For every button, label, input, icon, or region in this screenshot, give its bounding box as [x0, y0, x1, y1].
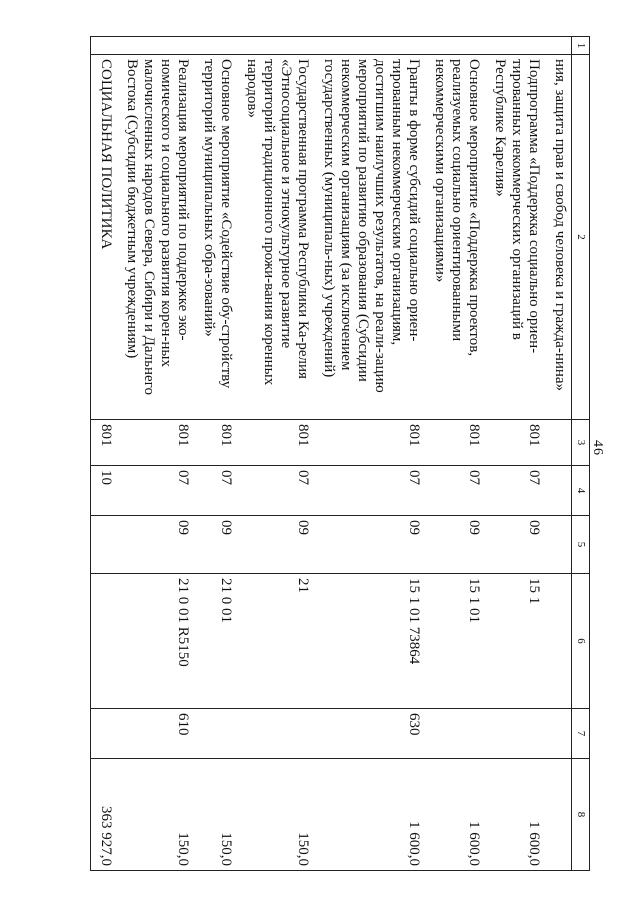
row-admin-code: 801: [117, 420, 194, 466]
row-number-cell: [425, 37, 485, 55]
row-section: 07: [314, 466, 425, 516]
budget-table: [90, 36, 590, 871]
row-subsection: 09: [117, 516, 194, 574]
row-number-cell: [545, 37, 572, 55]
row-subsection: 09: [194, 516, 237, 574]
header-col-3: 3: [572, 420, 590, 466]
row-number-cell: [485, 37, 545, 55]
table-row: [91, 37, 118, 871]
row-admin-code: 801: [91, 420, 118, 466]
row-target-article: 15 1 01 73864: [314, 574, 425, 709]
row-expense-type: [485, 709, 545, 759]
row-expense-type: [194, 709, 237, 759]
row-name: Подпрограмма «Поддержка социально ориен-тированных некоммерческих организаций в Республике Карелия»: [485, 55, 545, 420]
row-name: Основное мероприятие «Поддержка проектов, реализуемых социально ориентированными некоммерческими организациями»: [425, 55, 485, 420]
table-row: [545, 37, 572, 871]
page-number: 46: [590, 440, 605, 456]
row-expense-type: [237, 709, 314, 759]
row-admin-code: 801: [194, 420, 237, 466]
row-target-article: 21 0 01 R5150: [117, 574, 194, 709]
row-name: СОЦИАЛЬНАЯ ПОЛИТИКА: [91, 55, 118, 420]
header-col-8: 8: [572, 759, 590, 871]
row-amount: 363 927,0: [91, 759, 118, 871]
row-amount: 150,0: [237, 759, 314, 871]
row-subsection: 09: [485, 516, 545, 574]
row-expense-type: [545, 709, 572, 759]
header-row: [572, 37, 590, 871]
row-name: Гранты в форме субсидий социально ориен-тированным некоммерческим организациям, достигшим наилучших результатов, на реали-зацию мероприятий по развитию образования (Субсидии некоммерческим организациям (за исключением государственных (муниципаль-ных) учреждений): [314, 55, 425, 420]
table-row: [194, 37, 237, 871]
row-section: 07: [194, 466, 237, 516]
row-target-article: 21 0 01: [194, 574, 237, 709]
row-section: 07: [237, 466, 314, 516]
row-number-cell: [194, 37, 237, 55]
header-col-6: 6: [572, 574, 590, 709]
table-row: [425, 37, 485, 871]
table-row: [237, 37, 314, 871]
table-row: [117, 37, 194, 871]
header-col-7: 7: [572, 709, 590, 759]
row-subsection: 09: [237, 516, 314, 574]
row-amount: 1 600,0: [425, 759, 485, 871]
row-admin-code: 801: [237, 420, 314, 466]
row-admin-code: 801: [314, 420, 425, 466]
row-amount: 1 600,0: [314, 759, 425, 871]
row-name: Основное мероприятие «Содействие обу-стройству территорий муниципальных обра-зований»: [194, 55, 237, 420]
header-col-1: 1: [572, 37, 590, 55]
header-col-5: 5: [572, 516, 590, 574]
row-number-cell: [91, 37, 118, 55]
row-amount: 1 600,0: [485, 759, 545, 871]
row-subsection: 09: [314, 516, 425, 574]
row-expense-type: [91, 709, 118, 759]
row-amount: [545, 759, 572, 871]
row-number-cell: [117, 37, 194, 55]
row-expense-type: 610: [117, 709, 194, 759]
row-section: 10: [91, 466, 118, 516]
row-target-article: 15 1 01: [425, 574, 485, 709]
row-admin-code: 801: [425, 420, 485, 466]
header-col-2: 2: [572, 55, 590, 420]
row-amount: 150,0: [117, 759, 194, 871]
row-amount: 150,0: [194, 759, 237, 871]
row-target-article: [545, 574, 572, 709]
row-target-article: [91, 574, 118, 709]
row-name: ния, защита прав и свобод человека и гражда-нина»: [545, 55, 572, 420]
header-col-4: 4: [572, 466, 590, 516]
row-number-cell: [314, 37, 425, 55]
row-name: Государственная программа Республики Ка-релия «Этносоциальное и этнокультурное развитие территорий традиционного прожи-вания коренных народов»: [237, 55, 314, 420]
row-section: 07: [117, 466, 194, 516]
table-row: [314, 37, 425, 871]
row-expense-type: [425, 709, 485, 759]
row-admin-code: 801: [485, 420, 545, 466]
row-section: 07: [485, 466, 545, 516]
table-row: [485, 37, 545, 871]
row-expense-type: 630: [314, 709, 425, 759]
row-name: Реализация мероприятий по поддержке эко-номического и социального развития корен-ных малочисленных народов Севера, Сибири и Дальнего Востока (Субсидии бюджетным учреждениям): [117, 55, 194, 420]
row-section: [545, 466, 572, 516]
row-section: 07: [425, 466, 485, 516]
row-subsection: [91, 516, 118, 574]
row-subsection: [545, 516, 572, 574]
row-target-article: 21: [237, 574, 314, 709]
row-target-article: 15 1: [485, 574, 545, 709]
row-subsection: 09: [425, 516, 485, 574]
row-admin-code: [545, 420, 572, 466]
row-number-cell: [237, 37, 314, 55]
